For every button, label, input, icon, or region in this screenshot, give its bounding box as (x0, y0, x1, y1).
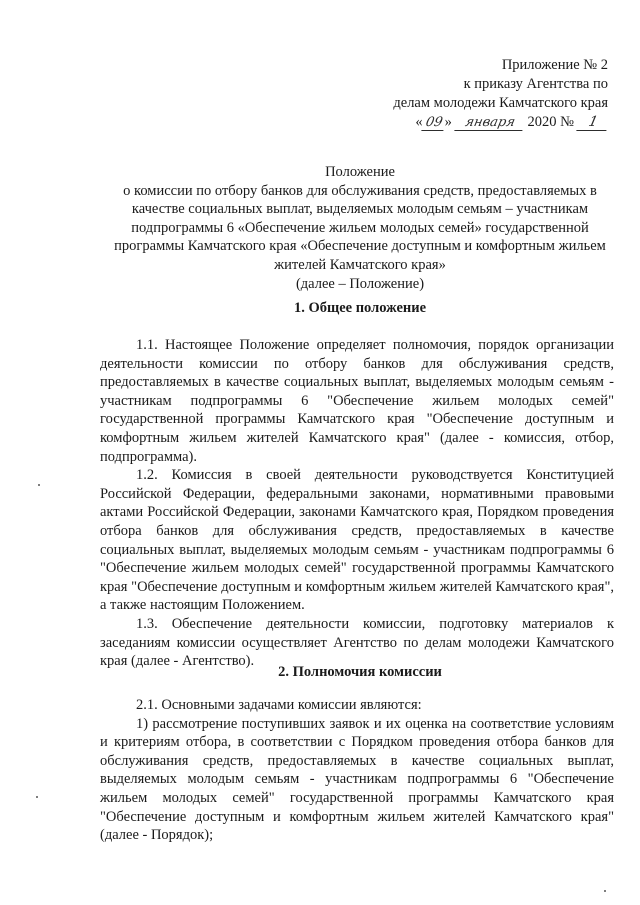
section-1-heading: 1. Общее положение (293, 300, 427, 316)
close-quote: » (444, 114, 452, 130)
paragraph-1-1: 1.1. Настоящее Положение определяет полномочия, порядок организации деятельности комиссии по отбору банков для обслуживания средств, предоставляемых в качестве социальных выплат, выделяемых молодым семьям - участникам подпрограммы 6 "Обеспечение жильем молодых семей" государственной программы Камчатского края "Обеспечение доступным и комфортным жильем жителей Камчатского края" (далее - комиссия, отбор, подпрограмма). (100, 337, 614, 465)
paragraph-1-2: 1.2. Комиссия в своей деятельности руководствуется Конституцией Российской Федерации, федеральными законами, нормативными правовыми актами Российской Федерации, законами Камчатского края, Порядком проведения отбора банков для обслуживания средств, предоставляемых в качестве социальных выплат, выделяемых молодым семьям - участникам подпрограммы 6 "Обеспечение жильем молодых семей" государственной программы Камчатского края "Обеспечение доступным и комфортным жильем жителей Камчатского края", а также настоящим Положением. (100, 467, 614, 614)
appendix-order-ref: к приказу Агентства по (463, 76, 608, 92)
title-word: Положение (325, 164, 395, 180)
document-title (100, 163, 620, 293)
title-abbreviation: (далее – Положение) (295, 275, 425, 292)
section-1-body (100, 336, 614, 671)
paragraph-2-1-item-1: 1) рассмотрение поступивших заявок и их оценка на соответствие условиям и критериям отбора, в соответствии с Порядком проведения отбора банков для обслуживания средств, предоставляемых в качестве социальных выплат, выделяемых молодым семьям - участникам подпрограммы 6 "Обеспечение жильем молодых семей" государственной программы Камчатского края "Обеспечение доступным и комфортным жильем жителей Камчатского края" (далее - Порядок); (100, 715, 614, 844)
handwritten-day: 09 (421, 115, 446, 131)
appendix-number: Приложение № 2 (501, 57, 608, 73)
appendix-header (308, 56, 608, 132)
handwritten-order-number: 1 (576, 115, 609, 131)
scan-speck (38, 484, 40, 486)
title-subject: о комиссии по отбору банков для обслуживания средств, предоставляемых в качестве социальных выплат, выделяемых молодым семьям – участникам подпрограммы 6 «Обеспечение жильем молодых семей» государственной программы Камчатского края «Обеспечение доступным и комфортным жильем жителей Камчатского края» (114, 182, 606, 273)
open-quote: « (415, 114, 423, 130)
section-2-body (100, 696, 614, 845)
scan-speck (36, 796, 38, 798)
handwritten-month: января (454, 115, 525, 131)
section-2-heading: 2. Полномочия комиссии (278, 664, 442, 680)
order-year-number-label: 2020 № (527, 114, 574, 130)
order-date-line (308, 113, 608, 132)
paragraph-2-1: 2.1. Основными задачами комиссии являются: (136, 697, 422, 713)
scan-speck (604, 890, 606, 892)
appendix-agency: делам молодежи Камчатского края (393, 95, 608, 111)
paragraph-1-3: 1.3. Обеспечение деятельности комиссии, подготовку материалов к заседаниям комиссии осуществляет Агентство по делам молодежи Камчатского края (далее - Агентство). (100, 615, 614, 670)
